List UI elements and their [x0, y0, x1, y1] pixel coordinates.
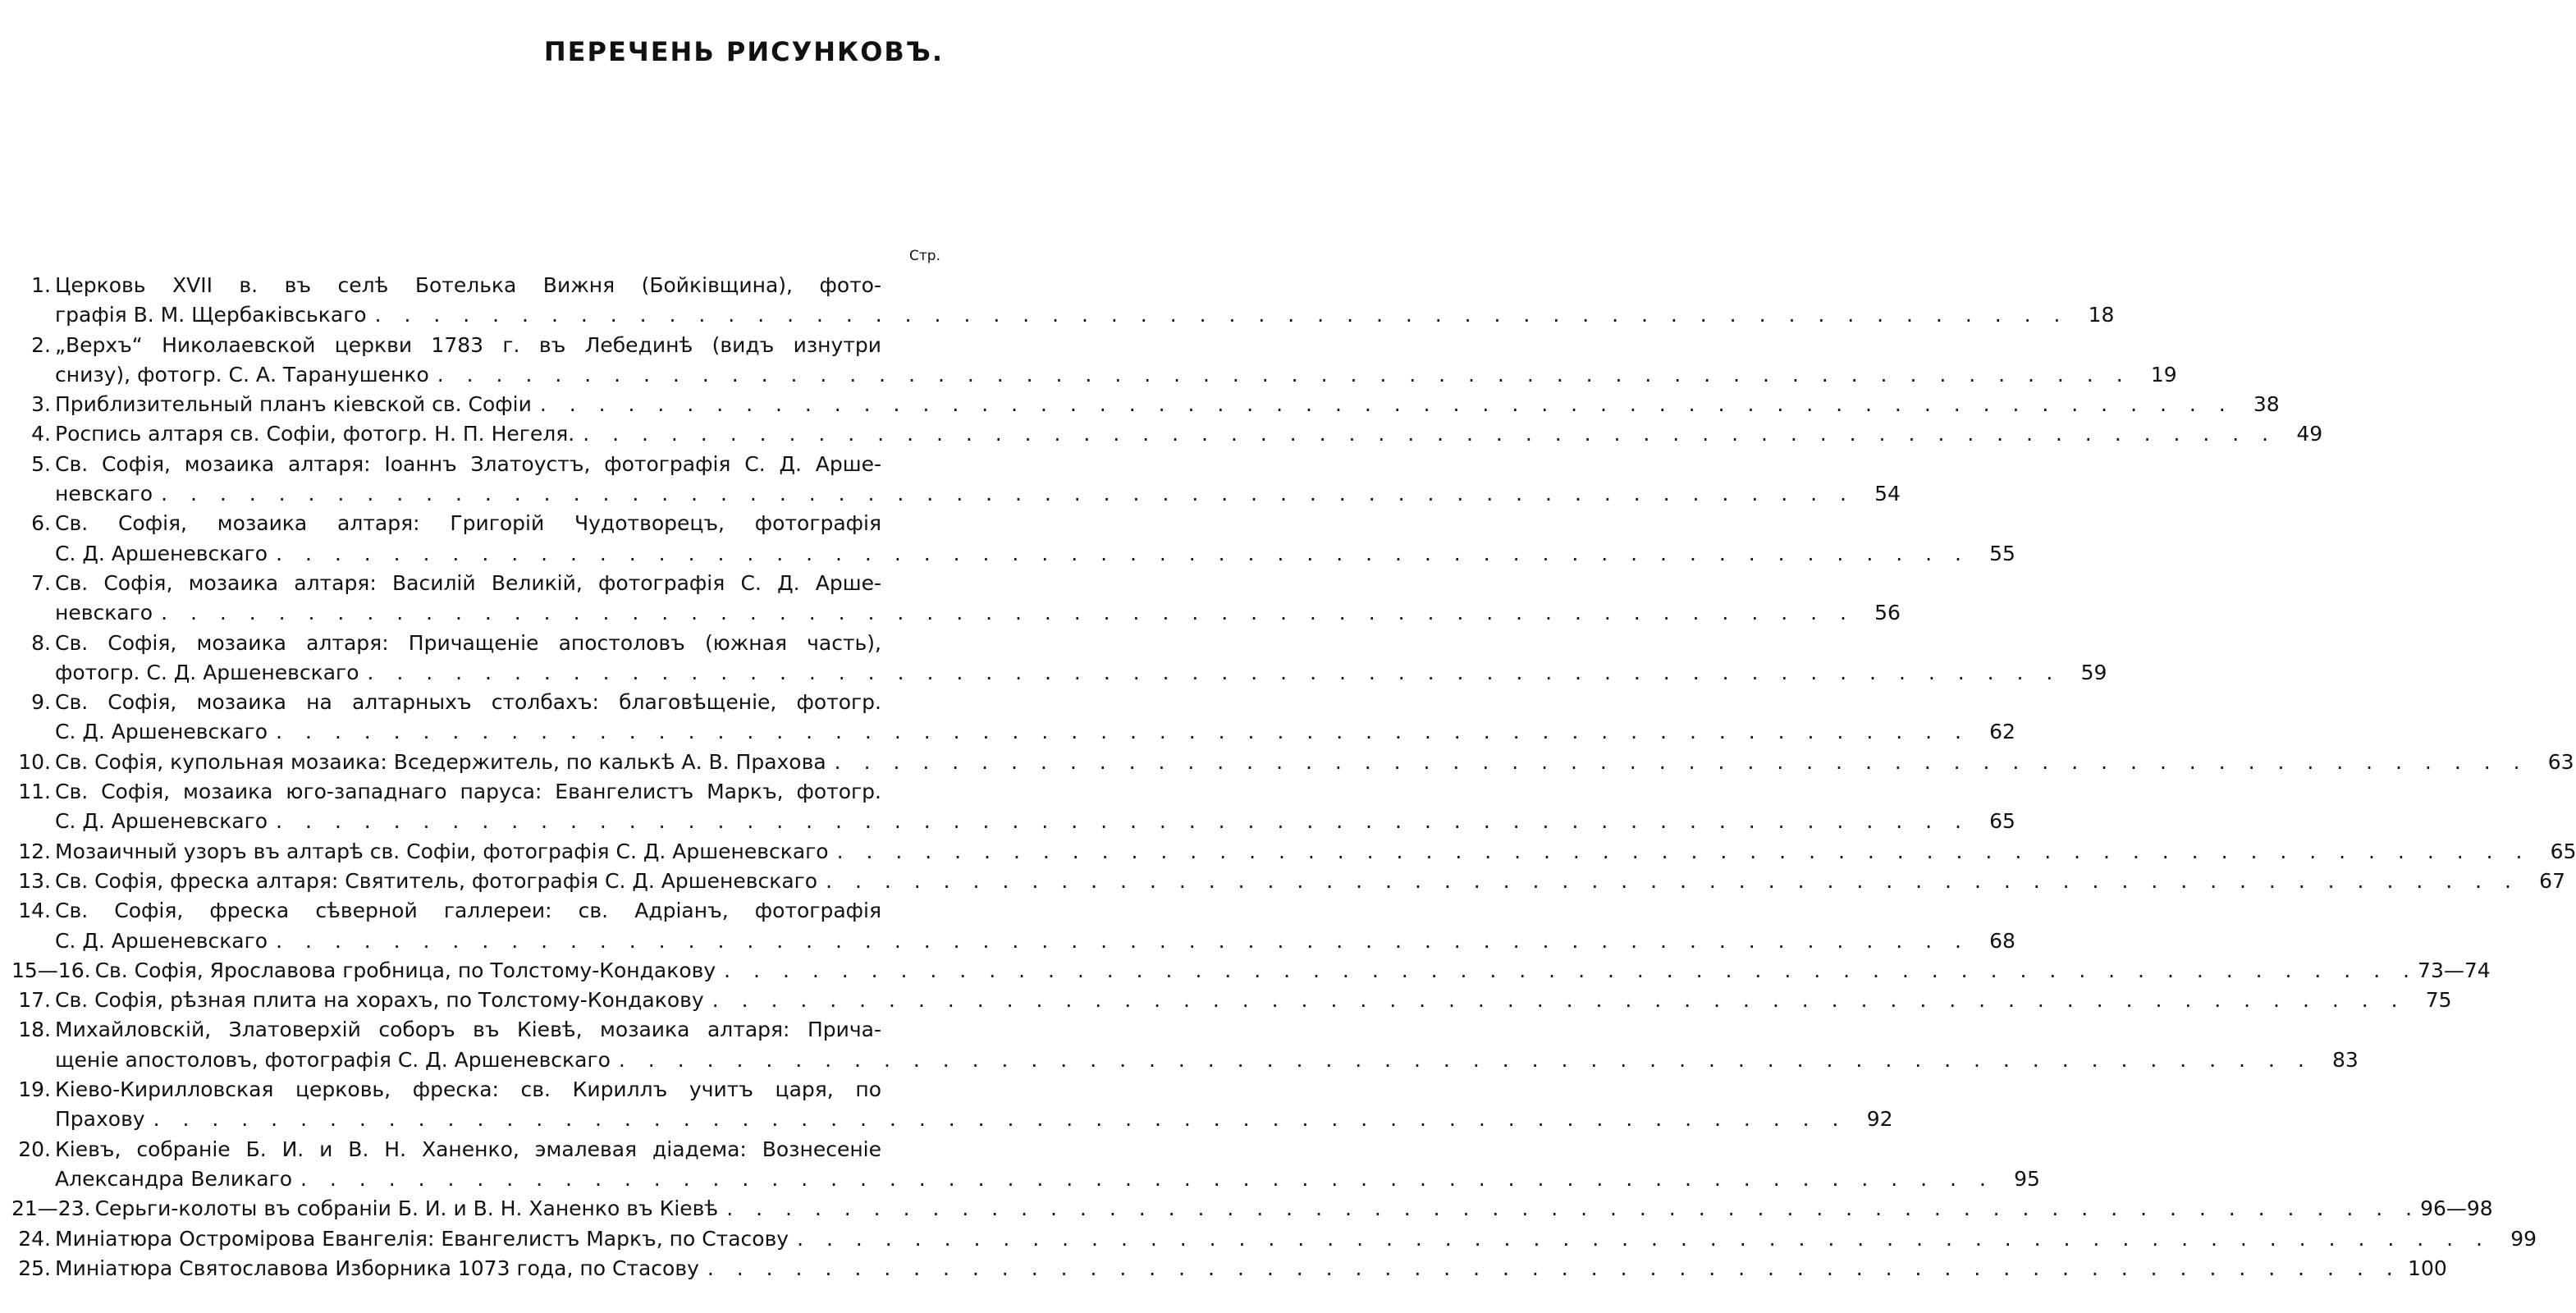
dot-leader: . . . . . . . . . . . . . . . . . . . . . . . . . . . . . . . . . . . . . . . . . . . . . . . . . . . . . . . . . .: [724, 958, 2418, 982]
figure-number: 7.: [31, 570, 51, 595]
figure-caption-line: Серьги-колоты въ собраніи Б. И. и В. Н. Ханенко въ Кіевѣ: [94, 1196, 719, 1221]
page-number: 59: [2080, 660, 2107, 684]
dot-leader: . . . . . . . . . . . . . . . . . . . . . . . . . . . . . . . . . . . . . . . . . . . . . . . . . . . . . . . . . .: [836, 839, 2531, 863]
figure-entry: [11, 271, 2115, 331]
figure-caption-line: Св. Софія, Ярославова гробница, по Толстому-Кондакову: [94, 958, 716, 982]
page-title: ПЕРЕЧЕНЬ РИСУНКОВЪ.: [543, 36, 944, 67]
figure-caption-line: Св. Софія, мозаика алтаря: Григорій Чудотворецъ, фотографія: [55, 511, 881, 536]
dot-leader: . . . . . . . . . . . . . . . . . . . . . . . . . . . . . . . . . . . . . . . . . . . . . . . . . . . . . . . . . .: [618, 1047, 2313, 1072]
dot-leader: . . . . . . . . . . . . . . . . . . . . . . . . . . . . . . . . . . . . . . . . . . . . . . . . . . . . . . . . . .: [437, 362, 2131, 387]
figure-caption-line: Роспись алтаря св. Софіи, фотогр. Н. П. Негеля.: [55, 422, 575, 446]
page-number: 49: [2296, 422, 2323, 446]
figure-entry: [11, 956, 2491, 986]
figure-caption-line: Св. Софія, мозаика юго-западнаго паруса: Евангелистъ Маркъ, фотогр.: [55, 780, 881, 804]
figure-entry: [11, 419, 2323, 449]
figure-entry: [11, 688, 2016, 748]
figure-caption-line: Миніатюра Остромірова Евангелія: Евангелистъ Маркъ, по Стасову: [55, 1226, 789, 1251]
figure-number: 17.: [18, 988, 51, 1013]
figure-caption-line: Мозаичный узоръ въ алтарѣ св. Софіи, фотографія С. Д. Аршеневскаго: [55, 839, 829, 863]
figure-entry: [11, 896, 2016, 956]
figure-number: 24.: [18, 1226, 51, 1251]
figure-number: 19.: [18, 1077, 51, 1102]
figure-entry: [11, 867, 2565, 896]
figure-caption-line: Кіево-Кирилловская церковь, фреска: св. Кириллъ учитъ царя, по: [55, 1077, 881, 1102]
page-number: 54: [1874, 482, 1901, 506]
page-number: 19: [2150, 362, 2177, 387]
dot-leader: . . . . . . . . . . . . . . . . . . . . . . . . . . . . . . . . . . . . . . . . . . . . . . . . . . . . . . . . . .: [539, 392, 2234, 417]
figure-entry: [11, 1075, 1893, 1135]
figure-entry: [11, 629, 2107, 689]
dot-leader: . . . . . . . . . . . . . . . . . . . . . . . . . . . . . . . . . . . . . . . . . . . . . . . . . . . . . . . . . .: [797, 1226, 2491, 1251]
figure-caption-line: Св. Софія, мозаика алтаря: Василій Великій, фотографія С. Д. Арше-: [55, 570, 881, 595]
figure-caption-line: графія В. М. Щербаківськаго: [55, 303, 367, 327]
figure-caption-line: Церковь XVII в. въ селѣ Ботелька Вижня (Бойківщина), фото-: [55, 273, 881, 297]
figure-caption-line: Св. Софія, мозаика алтаря: Іоаннъ Златоустъ, фотографія С. Д. Арше-: [55, 451, 881, 476]
dot-leader: . . . . . . . . . . . . . . . . . . . . . . . . . . . . . . . . . . . . . . . . . . . . . . . . . . . . . . . . . .: [276, 541, 1970, 565]
page-number: 68: [1989, 928, 2016, 953]
figure-number: 2.: [31, 332, 51, 357]
figure-caption-line: С. Д. Аршеневскаго: [55, 928, 268, 953]
figure-caption-line: Миніатюра Святославова Изборника 1073 года, по Стасову: [55, 1256, 699, 1280]
page-number: 67: [2539, 868, 2565, 893]
figure-number: 8.: [31, 630, 51, 655]
figure-number: 15—16.: [11, 958, 91, 982]
figure-number: 4.: [31, 422, 51, 446]
figure-entry: [11, 331, 2177, 391]
figure-caption-line: „Верхъ“ Николаевской церкви 1783 г. въ Лебединѣ (видъ изнутри: [55, 332, 881, 357]
figure-caption-line: Кіевъ, собраніе Б. И. и В. Н. Ханенко, эмалевая діадема: Вознесеніе: [55, 1137, 881, 1161]
figure-number: 25.: [18, 1256, 51, 1280]
figure-caption-line: щеніе апостоловъ, фотографія С. Д. Аршеневскаго: [55, 1047, 611, 1072]
figure-list: [11, 271, 2576, 1283]
dot-leader: . . . . . . . . . . . . . . . . . . . . . . . . . . . . . . . . . . . . . . . . . . . . . . . . . . . . . . . . . .: [161, 601, 1855, 625]
figure-number: 21—23.: [11, 1196, 91, 1221]
figure-entry: [11, 569, 1901, 629]
dot-leader: . . . . . . . . . . . . . . . . . . . . . . . . . . . . . . . . . . . . . . . . . . . . . . . . . . . . . . . . . .: [153, 1107, 1847, 1132]
figure-entry: [11, 1194, 2493, 1224]
figure-caption-line: Св. Софія, купольная мозаика: Вседержитель, по калькѣ А. В. Прахова: [55, 749, 826, 774]
page-number: 56: [1874, 601, 1901, 625]
figure-entry: [11, 450, 1901, 510]
figure-caption-line: Св. Софія, рѣзная плита на хорахъ, по Толстому-Кондакову: [55, 988, 704, 1013]
figure-entry: [11, 1015, 2359, 1075]
figure-entry: [11, 748, 2574, 777]
dot-leader: . . . . . . . . . . . . . . . . . . . . . . . . . . . . . . . . . . . . . . . . . . . . . . . . . . . . . . . . . .: [276, 720, 1970, 744]
figure-number: 1.: [31, 273, 51, 297]
page-number: 65: [2550, 839, 2576, 863]
page-number: 95: [2014, 1166, 2040, 1191]
dot-leader: . . . . . . . . . . . . . . . . . . . . . . . . . . . . . . . . . . . . . . . . . . . . . . . . . . . . . . . . . .: [711, 988, 2406, 1013]
figure-number: 6.: [31, 511, 51, 536]
page-number: 75: [2425, 988, 2452, 1013]
figure-number: 3.: [31, 392, 51, 417]
figure-entry: [11, 837, 2576, 867]
figure-caption-line: Св. Софія, мозаика на алтарныхъ столбахъ: благовѣщеніе, фотогр.: [55, 690, 881, 715]
page-number: 65: [1989, 809, 2016, 834]
figure-entry: [11, 777, 2016, 837]
figure-caption-line: Св. Софія, мозаика алтаря: Причащеніе апостоловъ (южная часть),: [55, 630, 881, 655]
figure-caption-line: С. Д. Аршеневскаго: [55, 541, 268, 565]
figure-number: 11.: [18, 780, 51, 804]
page-number: 18: [2088, 303, 2115, 327]
figure-caption-line: Александра Великаго: [55, 1166, 293, 1191]
figure-caption-line: невскаго: [55, 601, 153, 625]
page-number: 73—74: [2418, 958, 2491, 982]
page-number: 62: [1989, 720, 2016, 744]
figure-number: 10.: [18, 749, 51, 774]
page-number: 96—98: [2420, 1196, 2493, 1221]
dot-leader: . . . . . . . . . . . . . . . . . . . . . . . . . . . . . . . . . . . . . . . . . . . . . . . . . . . . . . . . . .: [834, 749, 2528, 774]
dot-leader: . . . . . . . . . . . . . . . . . . . . . . . . . . . . . . . . . . . . . . . . . . . . . . . . . . . . . . . . . .: [726, 1196, 2421, 1221]
dot-leader: . . . . . . . . . . . . . . . . . . . . . . . . . . . . . . . . . . . . . . . . . . . . . . . . . . . . . . . . . .: [161, 482, 1855, 506]
figure-number: 14.: [18, 899, 51, 923]
figure-caption-line: Прахову: [55, 1107, 145, 1132]
dot-leader: . . . . . . . . . . . . . . . . . . . . . . . . . . . . . . . . . . . . . . . . . . . . . . . . . . . . . . . . . .: [826, 868, 2519, 893]
figure-caption-line: Св. Софія, фреска сѣверной галлереи: св. Адріанъ, фотографія: [55, 899, 881, 923]
dot-leader: . . . . . . . . . . . . . . . . . . . . . . . . . . . . . . . . . . . . . . . . . . . . . . . . . . . . . . . . . .: [300, 1166, 1994, 1191]
page-number: 99: [2510, 1226, 2537, 1251]
figure-number: 9.: [31, 690, 51, 715]
dot-leader: . . . . . . . . . . . . . . . . . . . . . . . . . . . . . . . . . . . . . . . . . . . . . . . . . . . . . . . . . .: [367, 660, 2061, 684]
figure-caption-line: С. Д. Аршеневскаго: [55, 720, 268, 744]
dot-leader: . . . . . . . . . . . . . . . . . . . . . . . . . . . . . . . . . . . . . . . . . . . . . . . . . . . . . . . . . .: [276, 928, 1970, 953]
figure-caption-line: Михайловскій, Златоверхій соборъ въ Кіевѣ, мозаика алтаря: Прича-: [55, 1018, 881, 1042]
figure-caption-line: невскаго: [55, 482, 153, 506]
dot-leader: . . . . . . . . . . . . . . . . . . . . . . . . . . . . . . . . . . . . . . . . . . . . . . . . . . . . . . . . . .: [276, 809, 1970, 834]
figure-entry: [11, 1254, 2447, 1283]
figure-number: 18.: [18, 1018, 51, 1042]
page-number: 63: [2547, 749, 2574, 774]
figure-entry: [11, 1224, 2537, 1254]
figure-caption-line: Приблизительный планъ кіевской св. Софіи: [55, 392, 532, 417]
page-number: 55: [1989, 541, 2016, 565]
figure-caption-line: С. Д. Аршеневскаго: [55, 809, 268, 834]
page-column-label: Стр.: [909, 248, 940, 264]
figure-entry: [11, 390, 2280, 419]
page-number: 100: [2408, 1256, 2447, 1280]
figure-number: 20.: [18, 1137, 51, 1161]
figure-caption-line: снизу), фотогр. С. А. Таранушенко: [55, 362, 429, 387]
figure-entry: [11, 986, 2452, 1015]
dot-leader: . . . . . . . . . . . . . . . . . . . . . . . . . . . . . . . . . . . . . . . . . . . . . . . . . . . . . . . . . .: [583, 422, 2277, 446]
figure-entry: [11, 509, 2016, 569]
page-number: 92: [1866, 1107, 1893, 1132]
figure-number: 12.: [18, 839, 51, 863]
page-number: 38: [2253, 392, 2280, 417]
figure-number: 13.: [18, 868, 51, 893]
figure-number: 5.: [31, 451, 51, 476]
dot-leader: . . . . . . . . . . . . . . . . . . . . . . . . . . . . . . . . . . . . . . . . . . . . . . . . . . . . . . . . . .: [707, 1256, 2401, 1280]
figure-entry: [11, 1135, 2040, 1195]
page-number: 83: [2331, 1047, 2359, 1072]
figure-caption-line: фотогр. С. Д. Аршеневскаго: [55, 660, 359, 684]
figure-caption-line: Св. Софія, фреска алтаря: Святитель, фотографія С. Д. Аршеневскаго: [55, 868, 818, 893]
dot-leader: . . . . . . . . . . . . . . . . . . . . . . . . . . . . . . . . . . . . . . . . . . . . . . . . . . . . . . . . . .: [374, 303, 2069, 327]
